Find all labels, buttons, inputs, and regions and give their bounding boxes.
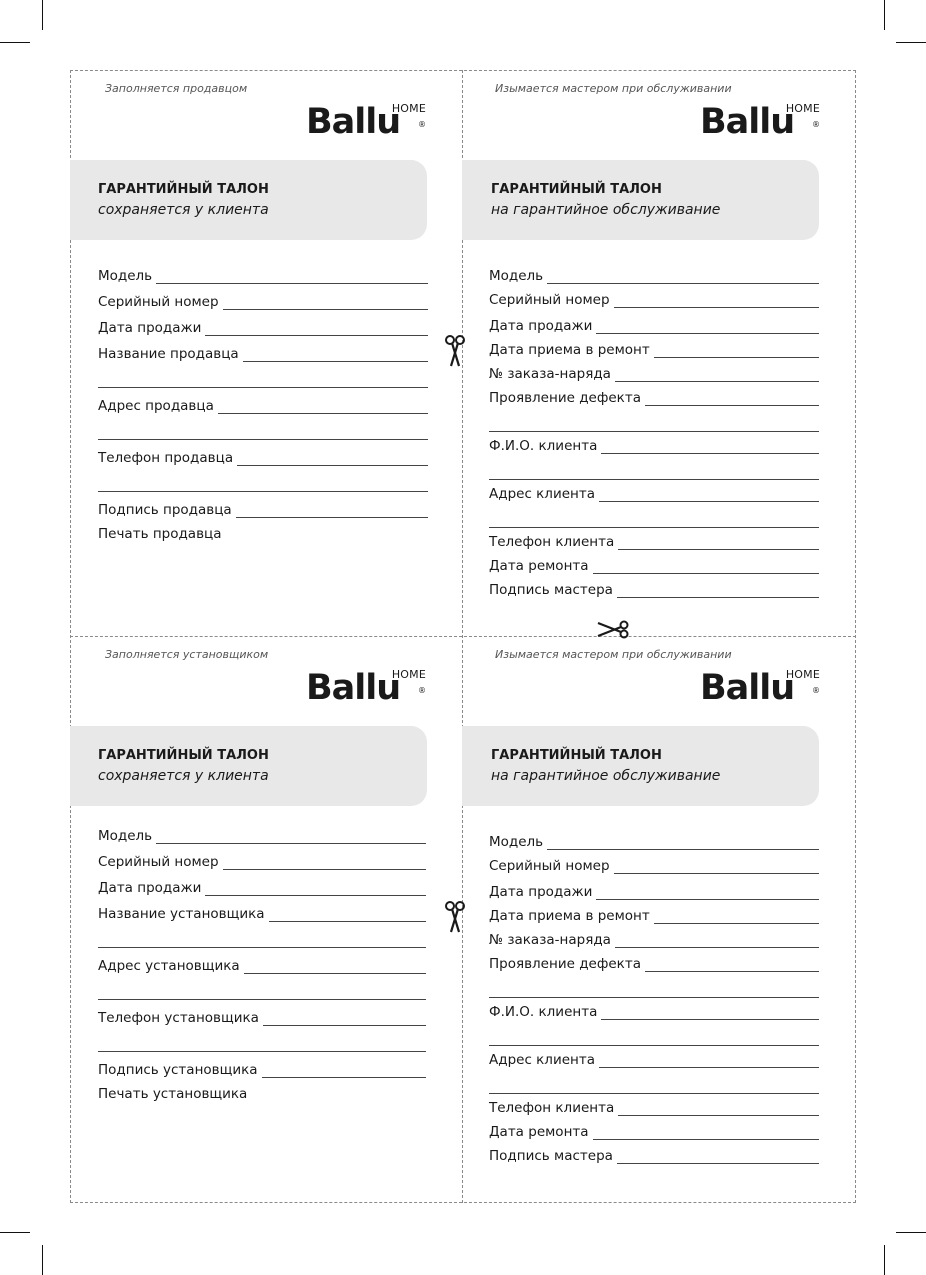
field-label: Модель	[98, 828, 153, 844]
field-label: Подпись продавца	[98, 502, 232, 518]
logo-home: HOME	[391, 102, 426, 115]
field-label: Ф.И.О. клиента	[489, 1004, 598, 1020]
coupon-title: ГАРАНТИЙНЫЙ ТАЛОН	[98, 182, 269, 197]
form-field	[98, 956, 426, 974]
field-label: № заказа-наряда	[489, 932, 611, 948]
field-label: Дата продажи	[98, 320, 202, 336]
form-field	[98, 448, 428, 466]
field-label: Дата продажи	[489, 884, 593, 900]
blank-line[interactable]	[98, 491, 428, 492]
form-field	[98, 1008, 426, 1026]
ballu-logo	[700, 668, 820, 708]
field-label: Дата продажи	[489, 318, 593, 334]
form-field	[489, 484, 819, 502]
logo-registered: ®	[812, 686, 820, 695]
field-label: Модель	[489, 834, 544, 850]
coupon-title: ГАРАНТИЙНЫЙ ТАЛОН	[98, 748, 269, 763]
stamp-label: Печать установщика	[98, 1086, 248, 1102]
field-input-line[interactable]	[596, 319, 819, 334]
field-label: № заказа-наряда	[489, 366, 611, 382]
ballu-logo	[306, 668, 426, 708]
form-field	[98, 878, 426, 896]
coupon-title: ГАРАНТИЙНЫЙ ТАЛОН	[491, 182, 662, 197]
field-input-line[interactable]	[654, 343, 819, 358]
coupon-subtitle: на гарантийное обслуживание	[491, 768, 721, 784]
field-input-line[interactable]	[263, 1011, 426, 1026]
field-input-line[interactable]	[593, 1125, 819, 1140]
logo-registered: ®	[418, 120, 426, 129]
form-field	[489, 436, 819, 454]
coupon-title-banner	[70, 160, 427, 240]
blank-line[interactable]	[98, 439, 428, 440]
field-input-line[interactable]	[614, 293, 819, 308]
field-label: Дата приема в ремонт	[489, 908, 650, 924]
field-input-line[interactable]	[654, 909, 819, 924]
coupon-seller	[70, 70, 462, 636]
field-label: Адрес клиента	[489, 486, 595, 502]
coupon-subtitle: на гарантийное обслуживание	[491, 202, 721, 218]
field-input-line[interactable]	[596, 885, 819, 900]
form-field	[98, 852, 426, 870]
scissors-icon	[596, 620, 632, 640]
logo-home: HOME	[785, 668, 820, 681]
form-field	[489, 930, 819, 948]
field-input-line[interactable]	[205, 881, 426, 896]
field-label: Дата продажи	[98, 880, 202, 896]
field-input-line[interactable]	[205, 321, 428, 336]
form-field	[489, 1122, 819, 1140]
form-field	[98, 396, 428, 414]
form-field	[489, 882, 819, 900]
form-field	[489, 832, 819, 850]
form-field	[489, 316, 819, 334]
coupon-caption: Заполняется продавцом	[105, 82, 248, 95]
field-label: Подпись установщика	[98, 1062, 258, 1078]
form-field	[489, 290, 819, 308]
form-field	[489, 556, 819, 574]
field-input-line[interactable]	[615, 367, 819, 382]
crop-mark	[896, 42, 926, 43]
form-field	[489, 1002, 819, 1020]
form-field	[98, 1060, 426, 1078]
form-field	[489, 1098, 819, 1116]
form-field	[489, 856, 819, 874]
blank-line[interactable]	[489, 1045, 819, 1046]
field-input-line[interactable]	[244, 959, 426, 974]
logo-registered: ®	[812, 120, 820, 129]
form-field	[98, 292, 428, 310]
field-input-line[interactable]	[223, 295, 428, 310]
field-input-line[interactable]	[269, 907, 426, 922]
field-input-line[interactable]	[618, 535, 819, 550]
field-label: Ф.И.О. клиента	[489, 438, 598, 454]
coupon-service-1	[462, 70, 856, 636]
blank-line[interactable]	[98, 947, 426, 948]
field-label: Название продавца	[98, 346, 239, 362]
field-input-line[interactable]	[599, 1053, 819, 1068]
field-label: Телефон установщика	[98, 1010, 259, 1026]
crop-mark	[42, 1245, 43, 1275]
logo-brand: Ballu	[306, 102, 401, 142]
field-label: Серийный номер	[489, 858, 610, 874]
coupon-title-banner	[462, 726, 819, 806]
field-label: Дата приема в ремонт	[489, 342, 650, 358]
field-input-line[interactable]	[547, 835, 819, 850]
blank-line[interactable]	[489, 527, 819, 528]
form-field	[489, 388, 819, 406]
form-field	[489, 364, 819, 382]
field-label: Модель	[98, 268, 153, 284]
field-label: Телефон клиента	[489, 1100, 615, 1116]
field-label: Подпись мастера	[489, 1148, 613, 1164]
field-input-line[interactable]	[614, 859, 819, 874]
field-input-line[interactable]	[615, 933, 819, 948]
field-input-line[interactable]	[601, 1005, 819, 1020]
field-input-line[interactable]	[617, 1149, 819, 1164]
form-field	[489, 954, 819, 972]
coupon-title-banner	[462, 160, 819, 240]
coupon-title-banner	[70, 726, 427, 806]
logo-home: HOME	[391, 668, 426, 681]
crop-mark	[0, 42, 30, 43]
logo-brand: Ballu	[306, 668, 401, 708]
coupon-caption: Заполняется установщиком	[105, 648, 269, 661]
logo-brand: Ballu	[700, 668, 795, 708]
scissors-icon	[444, 900, 466, 934]
field-label: Адрес продавца	[98, 398, 214, 414]
blank-line[interactable]	[98, 1051, 426, 1052]
field-label: Адрес клиента	[489, 1052, 595, 1068]
blank-line[interactable]	[489, 479, 819, 480]
field-label: Телефон продавца	[98, 450, 234, 466]
crop-mark	[884, 1245, 885, 1275]
field-input-line[interactable]	[236, 503, 428, 518]
field-input-line[interactable]	[593, 559, 819, 574]
field-label: Серийный номер	[98, 294, 219, 310]
field-label: Проявление дефекта	[489, 956, 641, 972]
form-field	[489, 906, 819, 924]
field-label: Дата ремонта	[489, 558, 589, 574]
field-input-line[interactable]	[156, 269, 428, 284]
field-input-line[interactable]	[599, 487, 819, 502]
field-input-line[interactable]	[601, 439, 819, 454]
coupon-subtitle: сохраняется у клиента	[98, 768, 269, 784]
field-input-line[interactable]	[645, 391, 819, 406]
coupon-caption: Изымается мастером при обслуживании	[495, 82, 732, 95]
form-field	[98, 344, 428, 362]
logo-home: HOME	[785, 102, 820, 115]
blank-line[interactable]	[489, 1093, 819, 1094]
ballu-logo	[700, 102, 820, 142]
form-field	[489, 580, 819, 598]
logo-brand: Ballu	[700, 102, 795, 142]
field-label: Серийный номер	[98, 854, 219, 870]
coupon-installer	[70, 636, 462, 1203]
field-input-line[interactable]	[262, 1063, 426, 1078]
form-field	[98, 500, 428, 518]
form-field	[98, 904, 426, 922]
field-input-line[interactable]	[618, 1101, 819, 1116]
blank-line[interactable]	[98, 999, 426, 1000]
field-label: Проявление дефекта	[489, 390, 641, 406]
crop-mark	[884, 0, 885, 30]
field-label: Серийный номер	[489, 292, 610, 308]
blank-line[interactable]	[489, 431, 819, 432]
form-field	[98, 826, 426, 844]
form-field	[98, 266, 428, 284]
field-label: Подпись мастера	[489, 582, 613, 598]
crop-mark	[896, 1232, 926, 1233]
form-field	[98, 318, 428, 336]
field-input-line[interactable]	[547, 269, 819, 284]
field-input-line[interactable]	[218, 399, 428, 414]
blank-line[interactable]	[489, 997, 819, 998]
field-label: Адрес установщика	[98, 958, 240, 974]
field-label: Дата ремонта	[489, 1124, 589, 1140]
crop-mark	[42, 0, 43, 30]
coupon-caption: Изымается мастером при обслуживании	[495, 648, 732, 661]
field-input-line[interactable]	[223, 855, 426, 870]
stamp-label: Печать продавца	[98, 526, 222, 542]
field-label: Телефон клиента	[489, 534, 615, 550]
form-field	[489, 1146, 819, 1164]
scissors-icon	[444, 334, 466, 368]
field-input-line[interactable]	[645, 957, 819, 972]
field-input-line[interactable]	[617, 583, 819, 598]
coupon-subtitle: сохраняется у клиента	[98, 202, 269, 218]
form-field	[489, 532, 819, 550]
crop-mark	[0, 1232, 30, 1233]
ballu-logo	[306, 102, 426, 142]
form-field	[489, 340, 819, 358]
form-field	[489, 266, 819, 284]
field-label: Название установщика	[98, 906, 265, 922]
coupon-title: ГАРАНТИЙНЫЙ ТАЛОН	[491, 748, 662, 763]
form-field	[489, 1050, 819, 1068]
logo-registered: ®	[418, 686, 426, 695]
field-label: Модель	[489, 268, 544, 284]
field-input-line[interactable]	[243, 347, 428, 362]
blank-line[interactable]	[98, 387, 428, 388]
field-input-line[interactable]	[237, 451, 428, 466]
coupon-service-2	[462, 636, 856, 1203]
field-input-line[interactable]	[156, 829, 426, 844]
